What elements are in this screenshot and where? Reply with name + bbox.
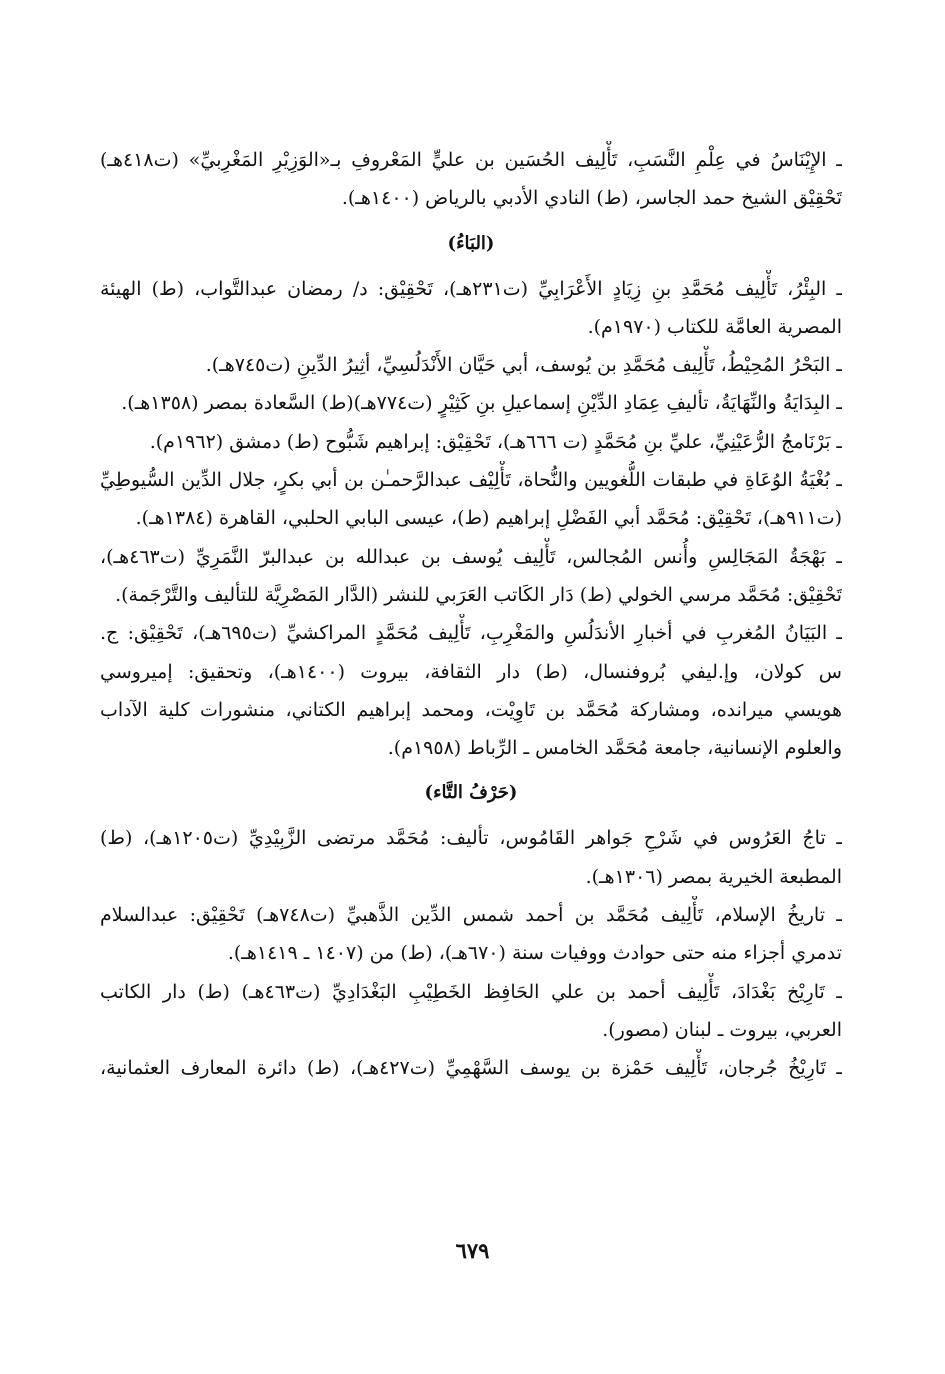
bibliography-entry bbox=[100, 346, 842, 384]
bibliography-entry bbox=[100, 1049, 842, 1087]
entry-line: (ت٩١١هـ)، تَحْقِيْق: مُحَمَّد أبي الفَضْلِ إبراهيم (ط)، عيسى البابي الحلبي، القاهرة (١٣٨٤هـ). bbox=[135, 507, 842, 530]
page-number: ٦٧٩ bbox=[455, 1238, 490, 1263]
bibliography-entry bbox=[100, 141, 842, 218]
entry-line: المصرية العامَّة للكتاب (١٩٧٠م). bbox=[587, 315, 842, 338]
bibliography-entry bbox=[100, 538, 842, 615]
section-heading-ta: (حَرْفُ التَّاء) bbox=[424, 782, 518, 804]
section-heading-ba: (البَاءُ) bbox=[447, 232, 495, 254]
bibliography-entry bbox=[100, 973, 842, 1050]
bibliography-entry bbox=[100, 384, 842, 422]
entry-line: س كولان، وإ.ليفي بُروفنسال، (ط) دار الثقافة، بيروت (١٤٠٠هـ)، وتحقيق: إميروسي bbox=[100, 660, 842, 683]
entry-line: ـ البِدَايَةُ والنِّهَايَةُ، تأليفِ عِمَادِ الدِّيْنِ إسماعيلِ بنِ كَثِيْرٍ (ت٧٧٤هـ)(ط) السَّعادة بمصر (١٣٥٨هـ). bbox=[121, 392, 842, 415]
entry-line: ـ الإِيْنَاسُ في عِلْمِ النَّسَبِ، تَأْلِيف الحُسَين بن عليٍّ المَعْروفِ بـ«الوَزِيْرِ المَغْرِبيِّ» (ت٤١٨هـ) bbox=[100, 149, 842, 171]
entry-line: ـ البَحْرُ المُحِيْطُ، تَأْلِيف مُحَمَّدِ بن يُوسف، أبي حَيَّان الأَنْدَلُسِيِّ، أثِيرُ الدِّينِ (ت٧٤٥هـ). bbox=[205, 354, 842, 377]
entry-line: ـ تاريخُ الإسلام، تَأْلِيف مُحَمَّد بن أحمد شمس الدِّين الذَّهبيِّ (ت٧٤٨هـ) تَحْقِيْق: عبدالسلام bbox=[100, 904, 842, 927]
bibliography-entry bbox=[100, 270, 842, 347]
entry-line: ـ تاجُ العَرُوس في شَرْحِ جَواهر القَامُوس، تأليف: مُحَمَّد مرتضى الزَّبِيْدِيِّ (ت١٢٠٥هـ)، (ط) bbox=[100, 827, 842, 850]
bibliography-entry bbox=[100, 614, 842, 767]
bibliography-entry bbox=[100, 819, 842, 896]
entry-line: والعلوم الإنسانية، جامعة مُحَمَّد الخامس ـ الرِّباط (١٩٥٨م). bbox=[387, 737, 842, 760]
entry-line: ـ تَارِيْخُ جُرجان، تَأْلِيف حَمْزة بن يوسف السَّهْمِيِّ (ت٤٢٧هـ)، (ط) دائرة المعارف العثمانية، bbox=[100, 1057, 842, 1080]
entry-list-ta bbox=[100, 819, 842, 1087]
entry-line: العربي، بيروت ـ لبنان (مصور). bbox=[602, 1018, 842, 1041]
entry-list-ba bbox=[100, 270, 842, 768]
entry-line: ـ بُغْيَةُ الوُعَاةِ في طبقات اللُّغويين والنُّحاة، تَأْلِيْف عبدالرَّحمـٰن بن أبي بكرٍ، جلال الدِّين السُّيوطِيِّ bbox=[100, 469, 842, 492]
entry-list-alif bbox=[100, 141, 842, 218]
entry-line: تَحْقِيْق الشيخ حمد الجاسر، (ط) النادي الأدبي بالرياض (١٤٠٠هـ). bbox=[341, 187, 842, 210]
bibliography-entry bbox=[100, 423, 842, 461]
entry-line: تَحْقِيْق: مُحَمَّد مرسي الخولي (ط) دَار الكَاتب العَرَبي للنشر (الدَّار المَصْرِيَّة للتأليف والتَّرْجَمة). bbox=[115, 583, 842, 606]
entry-line: ـ تَارِيْخ بَغْدَادَ، تَأْلِيف أحمد بن علي الحَافِظ الخَطِيْبِ البَغْدَادِيِّ (ت٤٦٣هـ) (ط) دار الكاتب bbox=[100, 980, 842, 1003]
entry-line: هويسي ميرانده، ومشاركة مُحَمَّد بن تَاوِيْت، ومحمد إبراهيم الكتاني، منشورات كلية الآداب bbox=[100, 698, 842, 721]
entry-line: ـ البِئْرُ، تَأْلِيف مُحَمَّدِ بنِ زِيَادٍ الأَعْرَابِيِّ (ت٢٣١هـ)، تَحْقِيْق: د/ رمضان عبدالتَّواب، (ط) الهيئة bbox=[100, 277, 842, 300]
bibliography-entry bbox=[100, 896, 842, 973]
entry-line: ـ بَرْنَامجُ الرُّعَيْنِيِّ، عليِّ بنِ مُحَمَّدٍ (ت ٦٦٦هـ)، تَحْقِيْق: إبراهيم شَبُّوح (ط) دمشق (١٩٦٢م). bbox=[149, 430, 842, 453]
entry-line: تدمري أجزاء منه حتى حوادث ووفيات سنة (٦٧٠هـ)، (ط) من (١٤٠٧ ـ ١٤١٩هـ). bbox=[227, 942, 842, 965]
bibliography-entry bbox=[100, 461, 842, 538]
entry-line: ـ بَهْجَةُ المَجَالِسِ وأُنس المُجالس، تَأْلِيف يُوسف بن عبدالله بن عبدالبرّ النَّمَرِيِّ (ت٤٦٣هـ)، bbox=[100, 545, 842, 568]
entry-line: ـ البَيَانُ المُغربِ في أخبارِ الأندَلُسِ والمَغْرِبِ، تَأْلِيف مُحَمَّدٍ المراكشيِّ (ت٦٩٥هـ)، تَحْقِيْق: ج. bbox=[100, 622, 842, 645]
bibliography-page bbox=[100, 141, 842, 1088]
entry-line: المطبعة الخيرية بمصر (١٣٠٦هـ). bbox=[585, 865, 842, 888]
